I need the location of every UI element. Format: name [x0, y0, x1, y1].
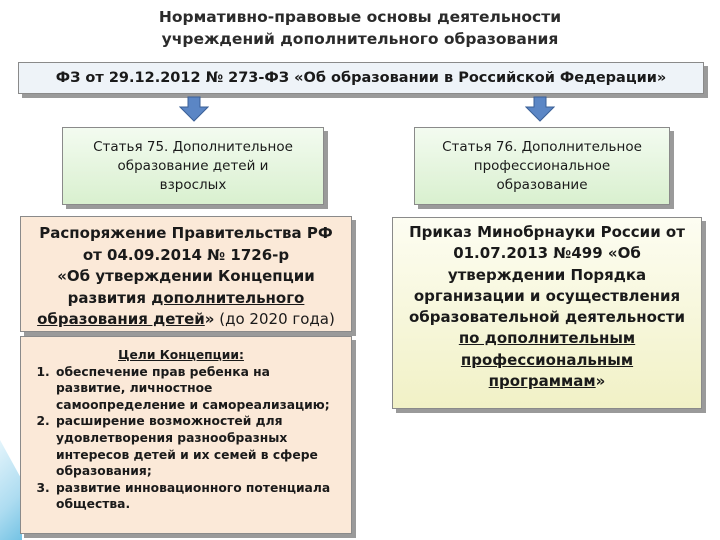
article-75-line: образование детей и [117, 158, 269, 174]
ministry-quote-close: » [595, 372, 606, 391]
ministry-underlined-line: по дополнительным [458, 329, 636, 348]
order-line: от 04.09.2014 № 1726-р [82, 245, 290, 264]
article-76-box [414, 127, 670, 205]
order-quote-close: » [204, 310, 215, 328]
order-underlined-text: образования детей [37, 310, 205, 328]
ministry-line: утверждении Порядка [447, 265, 647, 284]
goals-heading: Цели Концепции: [118, 348, 244, 362]
ministry-line [393, 371, 701, 392]
order-text: развития [67, 288, 152, 307]
ministry-line: организации и осуществления [413, 286, 681, 305]
federal-law-box [18, 62, 704, 94]
article-75-line: взрослых [159, 177, 227, 193]
federal-law-text: ФЗ от 29.12.2012 № 273-ФЗ «Об образовании в Российской Федерации» [55, 70, 667, 86]
goals-list [21, 364, 341, 513]
concept-goals-box [20, 336, 352, 534]
article-76-line: Статья 76. Дополнительное [442, 139, 642, 155]
ministry-line: 01.07.2013 №499 «Об [453, 244, 641, 263]
article-76-line: профессиональное [473, 158, 611, 174]
ministry-line: образовательной деятельности [408, 308, 686, 327]
goal-item: 2. расширение возможностей для удовлетворения разнообразных интересов детей и их семей в сфере образования; [54, 413, 341, 479]
goal-item: 3. развитие инновационного потенциала общества. [54, 480, 341, 513]
corner-decoration [0, 440, 22, 540]
order-line [21, 309, 351, 331]
down-arrow-icon-left [179, 96, 209, 122]
down-arrow-icon-right [525, 96, 555, 122]
order-underlined-text: дополнительного [151, 288, 305, 307]
ministry-underlined-line: профессиональным [460, 350, 634, 369]
title-line-2: учреждений дополнительного образования [161, 30, 559, 48]
ministry-underlined-text: программам [488, 372, 596, 391]
order-line [21, 288, 351, 310]
article-75-line: Статья 75. Дополнительное [93, 139, 293, 155]
goal-item: 1. обеспечение прав ребенка на развитие, личностное самоопределение и самореализацию; [54, 364, 341, 414]
title-line-1: Нормативно-правовые основы деятельности [158, 8, 562, 26]
ministry-line: Приказ Минобрнауки России от [409, 223, 685, 241]
order-line: «Об утверждении Концепции [57, 267, 315, 285]
article-75-box [62, 127, 324, 205]
government-order-box [20, 216, 352, 332]
article-76-line: образование [496, 177, 588, 193]
order-period: (до 2020 года) [214, 310, 335, 328]
order-line: Распоряжение Правительства РФ [39, 224, 333, 242]
page-title [60, 6, 660, 50]
ministry-order-box [392, 217, 702, 409]
